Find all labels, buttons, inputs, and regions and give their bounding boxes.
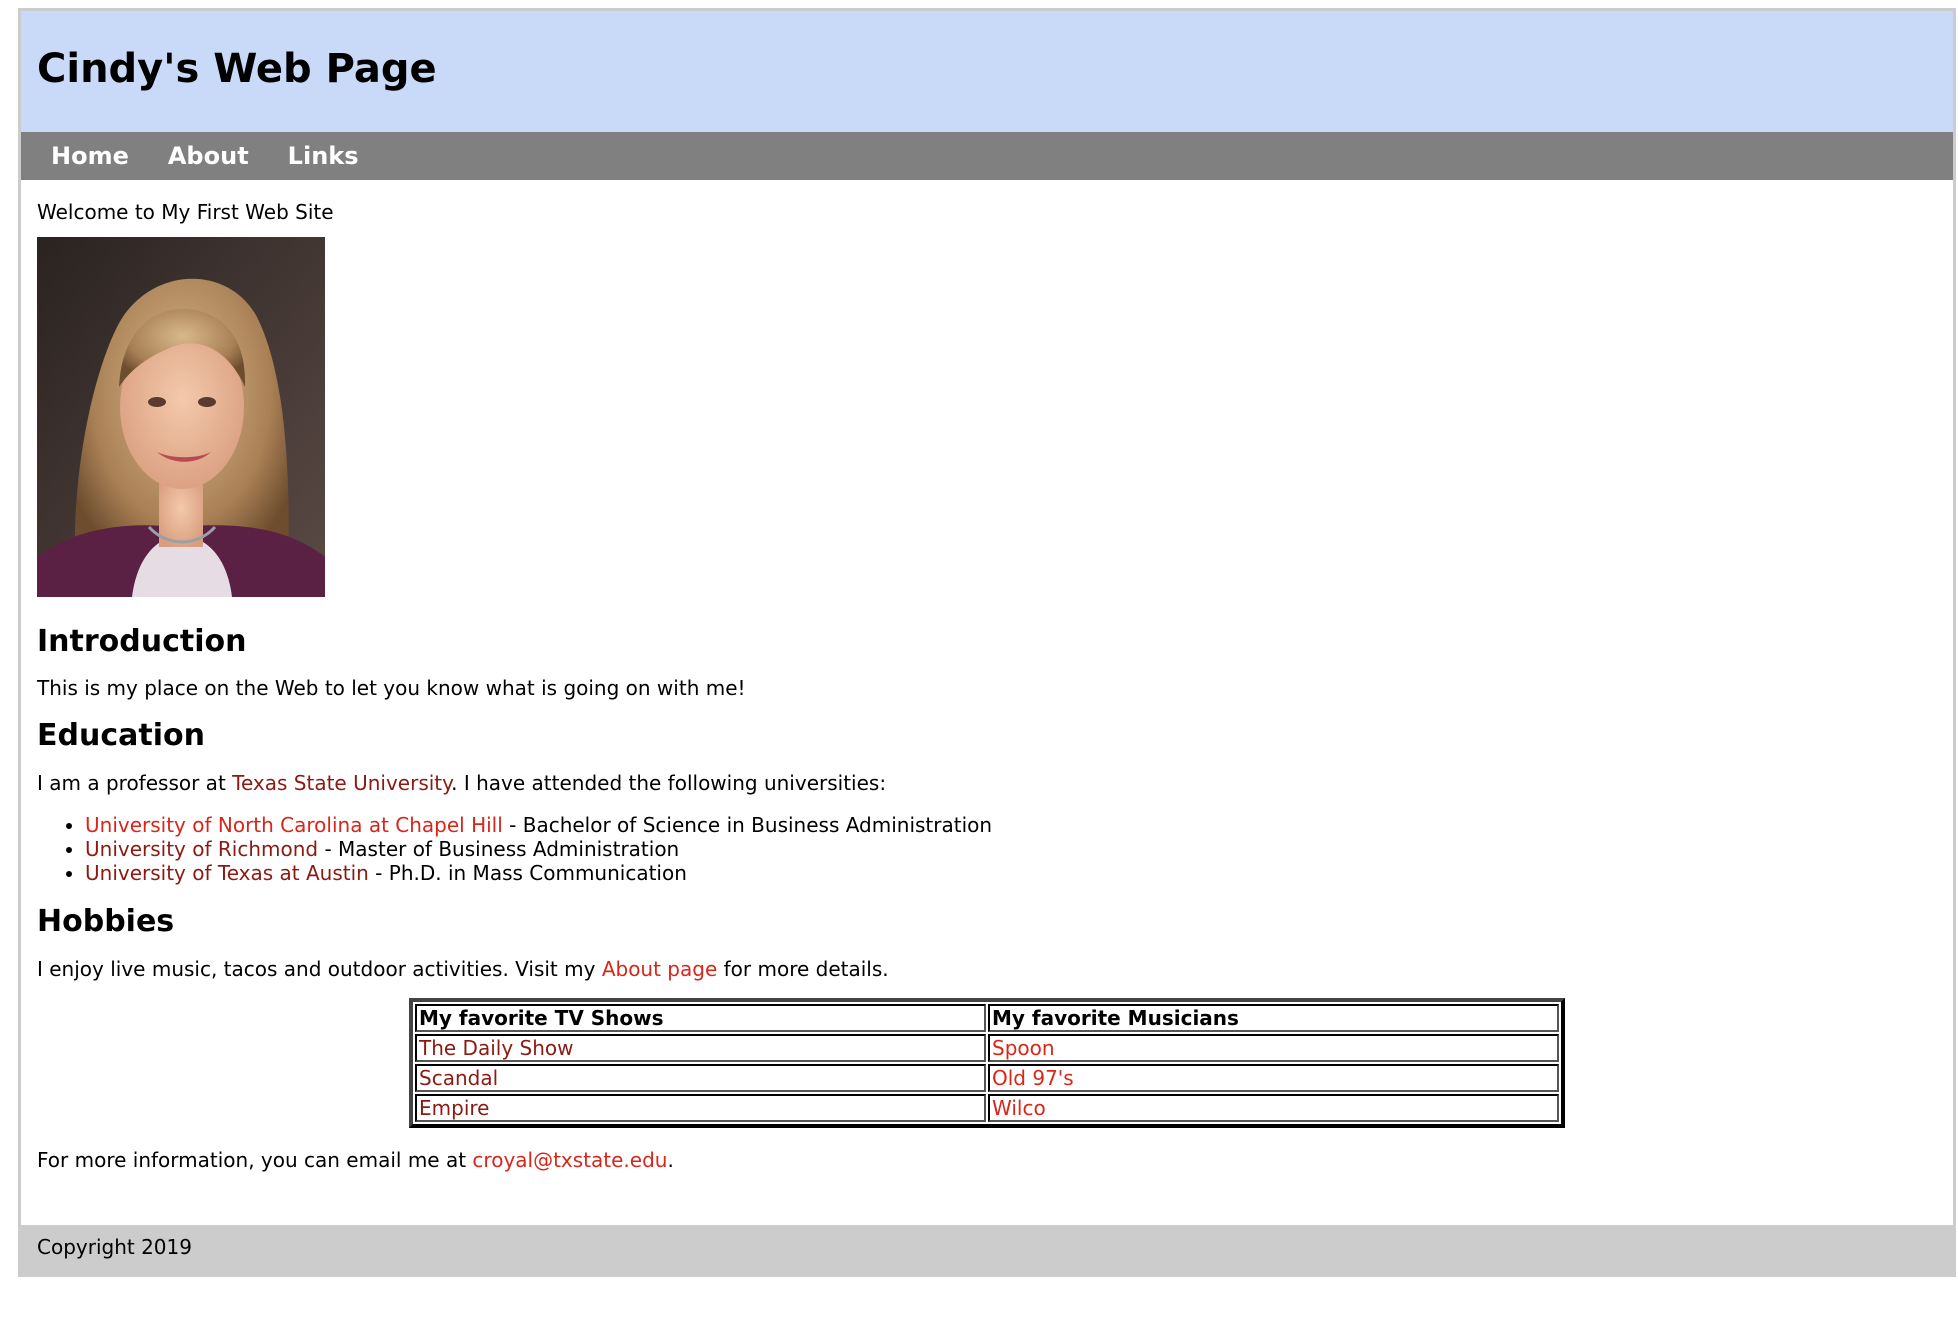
contact-text [37, 1148, 1937, 1172]
tv-shows-header: My favorite TV Shows [415, 1004, 986, 1032]
table-cell [988, 1064, 1559, 1092]
introduction-text: This is my place on the Web to let you know what is going on with me! [37, 676, 746, 700]
education-text-before: I am a professor at [37, 771, 233, 795]
page-container [18, 8, 1956, 1275]
copyright-text: Copyright 2019 [37, 1235, 192, 1259]
nav-links-link[interactable]: Links [287, 142, 359, 170]
hobbies-text-after: for more details. [717, 957, 889, 981]
site-title: Cindy's Web Page [37, 46, 437, 92]
site-footer [18, 1225, 1956, 1277]
profile-photo [37, 237, 325, 597]
table-cell [988, 1034, 1559, 1062]
musician-link[interactable]: Old 97's [992, 1066, 1074, 1090]
site-header [21, 11, 1953, 132]
degree-text: - Master of Business Administration [318, 837, 680, 861]
table-cell [415, 1034, 986, 1062]
degree-text: - Ph.D. in Mass Communication [368, 861, 687, 885]
hobbies-heading: Hobbies [37, 904, 175, 939]
introduction-heading: Introduction [37, 624, 247, 659]
contact-text-after: . [667, 1148, 674, 1172]
nav-about-link[interactable]: About [167, 142, 249, 170]
contact-text-before: For more information, you can email me at [37, 1148, 473, 1172]
favorites-table [409, 998, 1565, 1128]
tv-show-link[interactable]: Empire [419, 1096, 490, 1120]
hobbies-text [37, 957, 1937, 981]
table-cell [988, 1094, 1559, 1122]
list-item [85, 861, 1937, 885]
email-link[interactable]: croyal@txstate.edu [472, 1148, 668, 1172]
welcome-text: Welcome to My First Web Site [37, 200, 334, 224]
musician-link[interactable]: Spoon [992, 1036, 1055, 1060]
texas-state-link[interactable]: Texas State University [232, 771, 452, 795]
richmond-link[interactable]: University of Richmond [85, 837, 319, 861]
nav-bar [21, 132, 1953, 180]
list-item [85, 837, 1937, 861]
universities-list [37, 813, 1937, 885]
about-page-link[interactable]: About page [601, 957, 718, 981]
table-cell [415, 1094, 986, 1122]
ut-austin-link[interactable]: University of Texas at Austin [85, 861, 369, 885]
tv-show-link[interactable]: Scandal [419, 1066, 499, 1090]
education-text-after: . I have attended the following universities: [451, 771, 887, 795]
tv-show-link[interactable]: The Daily Show [419, 1036, 574, 1060]
unc-link[interactable]: University of North Carolina at Chapel Hill [85, 813, 503, 837]
degree-text: - Bachelor of Science in Business Administration [502, 813, 993, 837]
musicians-header: My favorite Musicians [988, 1004, 1559, 1032]
table-row [415, 1094, 1559, 1122]
list-item [85, 813, 1937, 837]
table-row [415, 1034, 1559, 1062]
main-content [21, 180, 1953, 1172]
hobbies-text-before: I enjoy live music, tacos and outdoor activities. Visit my [37, 957, 602, 981]
nav-home-link[interactable]: Home [51, 142, 129, 170]
education-heading: Education [37, 718, 205, 753]
education-text [37, 771, 1937, 795]
table-header-row [415, 1004, 1559, 1032]
table-cell [415, 1064, 986, 1092]
musician-link[interactable]: Wilco [992, 1096, 1046, 1120]
table-row [415, 1064, 1559, 1092]
